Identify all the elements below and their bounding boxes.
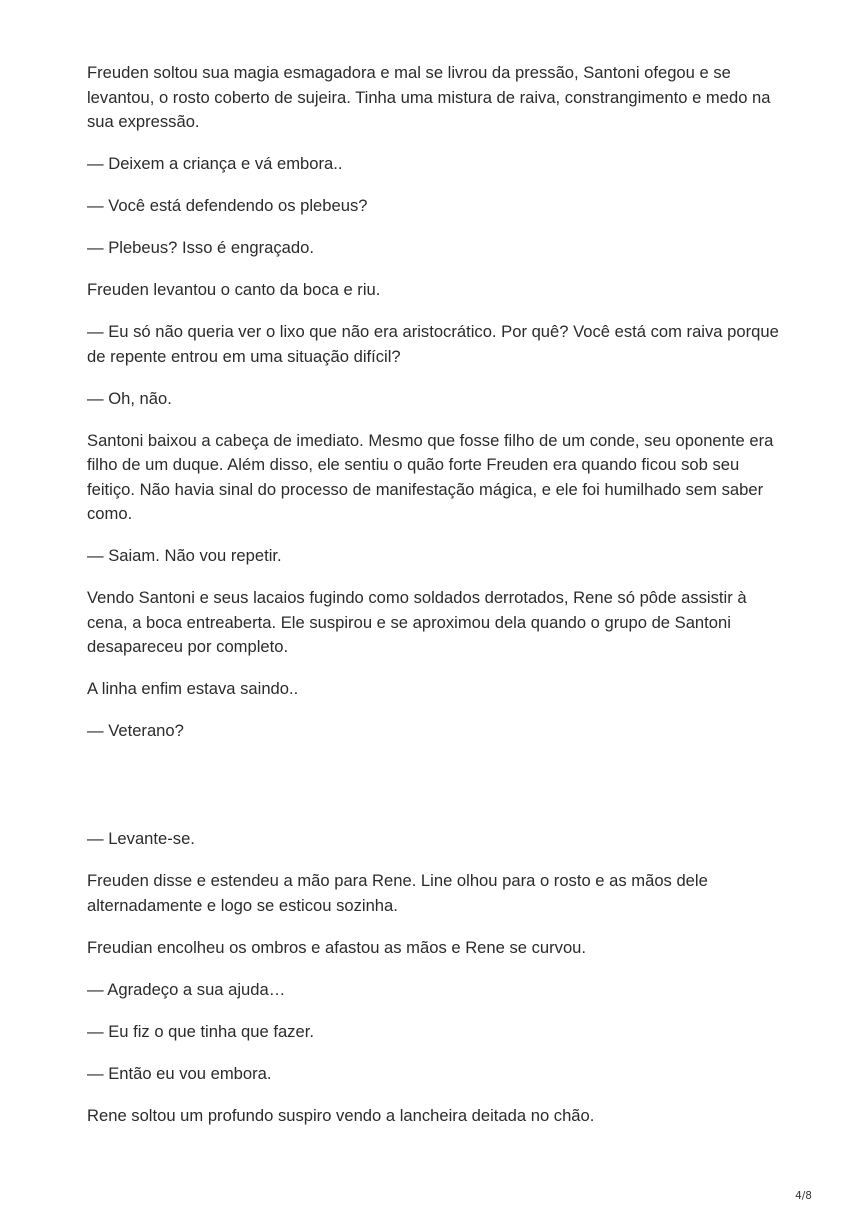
paragraph: Freuden soltou sua magia esmagadora e mal se livrou da pressão, Santoni ofegou e se levantou, o rosto coberto de sujeira. Tinha uma mistura de raiva, constrangimento e medo na sua expressão. bbox=[87, 63, 771, 131]
paragraph: A linha enfim estava saindo.. bbox=[87, 679, 299, 698]
paragraph: Freuden levantou o canto da boca e riu. bbox=[87, 280, 381, 299]
paragraph: — Deixem a criança e vá embora.. bbox=[87, 154, 343, 173]
paragraph: — Eu fiz o que tinha que fazer. bbox=[87, 1021, 314, 1041]
paragraph: Freuden disse e estendeu a mão para Rene. Line olhou para o rosto e as mãos dele alternadamente e logo se esticou sozinha. bbox=[87, 871, 708, 915]
paragraph: Vendo Santoni e seus lacaios fugindo como soldados derrotados, Rene só pôde assistir à cena, a boca entreaberta. Ele suspirou e se aproximou dela quando o grupo de Santoni desapareceu por completo. bbox=[87, 588, 747, 656]
paragraph: — Oh, não. bbox=[87, 388, 172, 408]
paragraph: — Eu só não queria ver o lixo que não era aristocrático. Por quê? Você está com raiva porque de repente entrou em uma situação difícil? bbox=[87, 322, 779, 366]
paragraph: — Levante-se. bbox=[87, 829, 195, 848]
paragraph: Rene soltou um profundo suspiro vendo a lancheira deitada no chão. bbox=[87, 1105, 595, 1125]
page-number: 4/8 bbox=[795, 1190, 812, 1202]
document-body bbox=[87, 61, 787, 1146]
paragraph: — Veterano? bbox=[87, 721, 184, 740]
blank-gap bbox=[87, 761, 787, 827]
paragraph: — Saiam. Não vou repetir. bbox=[87, 546, 282, 565]
paragraph: — Agradeço a sua ajuda… bbox=[87, 979, 286, 999]
paragraph: — Você está defendendo os plebeus? bbox=[87, 196, 368, 215]
paragraph: — Então eu vou embora. bbox=[87, 1063, 272, 1083]
paragraph: Freudian encolheu os ombros e afastou as mãos e Rene se curvou. bbox=[87, 937, 587, 957]
paragraph: — Plebeus? Isso é engraçado. bbox=[87, 238, 314, 257]
paragraph: Santoni baixou a cabeça de imediato. Mesmo que fosse filho de um conde, seu oponente era filho de um duque. Além disso, ele sentiu o quão forte Freuden era quando ficou sob seu feitiço. Não havia sinal do processo de manifestação mágica, e ele foi humilhado sem saber como. bbox=[87, 430, 774, 523]
